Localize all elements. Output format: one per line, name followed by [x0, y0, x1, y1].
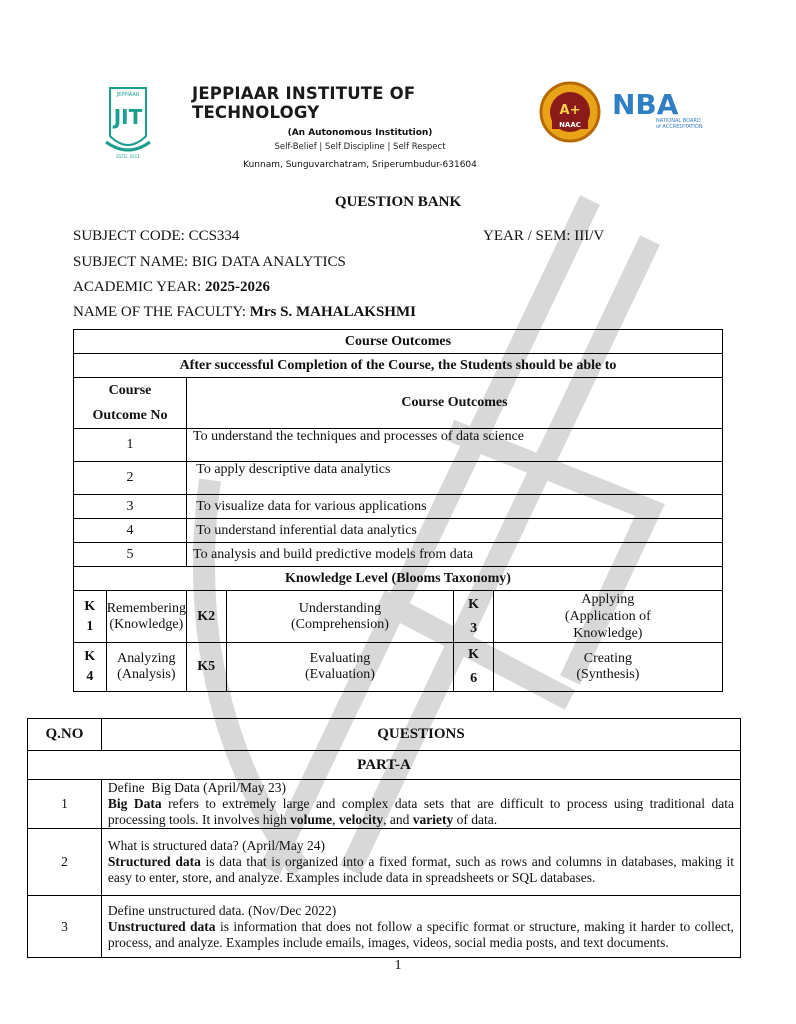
co-col-header-line1: Course	[108, 383, 152, 398]
faculty-value: Mrs S. MAHALAKSHMI	[249, 304, 416, 320]
svg-text:of ACCREDITATION: of ACCREDITATION	[656, 124, 703, 130]
co-row-text: To visualize data for various applications	[187, 495, 723, 519]
institution-motto: Self-Belief | Self Discipline | Self Respect	[274, 142, 446, 152]
naac-grade: A+	[559, 103, 581, 118]
questions-header: QUESTIONS	[101, 719, 740, 751]
co-row-text: To understand the techniques and processes of data science	[187, 429, 723, 462]
question-number: 1	[28, 780, 102, 829]
naac-badge-icon	[538, 80, 602, 144]
co-col-header-line2: Outcome No	[92, 408, 168, 423]
institution-address: Kunnam, Sunguvarchatram, Sriperumbudur-631604	[243, 160, 477, 170]
question-row	[28, 780, 741, 829]
svg-text:JEPPIAAR: JEPPIAAR	[116, 92, 140, 98]
institution-header	[180, 84, 540, 170]
question-cell	[101, 896, 740, 958]
faculty-name	[73, 304, 416, 321]
academic-year	[73, 279, 270, 296]
question-text: What is structured data? (April/May 24)	[107, 838, 325, 853]
question-row	[28, 896, 741, 958]
question-cell	[101, 829, 740, 896]
question-number: 2	[28, 829, 102, 896]
page-number: 1	[394, 958, 402, 973]
nba-label: NBA	[612, 88, 679, 121]
k-code: K 1	[74, 591, 107, 643]
co-row	[74, 462, 723, 495]
institution-name: JEPPIAAR INSTITUTE OF TECHNOLOGY	[192, 84, 416, 122]
knowledge-row	[74, 591, 723, 643]
co-row-text: To understand inferential data analytics	[187, 519, 723, 543]
k-code: K 3	[454, 591, 493, 643]
institution-subtitle: (An Autonomous Institution)	[287, 128, 433, 138]
nba-logo-icon	[610, 86, 703, 142]
question-text: Define Big Data (April/May 23)	[107, 780, 286, 795]
question-text: Define unstructured data. (Nov/Dec 2022)	[107, 902, 337, 918]
questions-table	[27, 718, 741, 958]
k-name: Remembering (Knowledge)	[106, 591, 186, 643]
k-code: K 6	[454, 643, 493, 692]
part-heading: PART-A	[28, 751, 741, 780]
course-outcomes-table	[73, 329, 723, 692]
co-row	[74, 429, 723, 462]
k-name: Analyzing (Analysis)	[106, 643, 186, 692]
knowledge-level-title: Knowledge Level (Blooms Taxonomy)	[74, 567, 723, 591]
co-title: Course Outcomes	[74, 330, 723, 354]
co-row-text: To analysis and build predictive models from data	[187, 543, 723, 567]
co-row-no: 2	[74, 462, 187, 495]
co-intro: After successful Completion of the Course, the Students should be able to	[74, 354, 723, 378]
subject-code: SUBJECT CODE: CCS334	[73, 228, 240, 244]
co-row-text: To apply descriptive data analytics	[187, 462, 723, 495]
institution-logo	[100, 82, 156, 162]
co-row-no: 4	[74, 519, 187, 543]
naac-label: NAAC	[559, 121, 581, 129]
faculty-label: NAME OF THE FACULTY:	[73, 304, 250, 320]
svg-text:NATIONAL BOARD: NATIONAL BOARD	[656, 118, 701, 124]
k-name: Creating (Synthesis)	[493, 643, 722, 692]
k-name: Evaluating (Evaluation)	[226, 643, 454, 692]
co-row	[74, 495, 723, 519]
k-name: Understanding (Comprehension)	[226, 591, 454, 643]
co-row	[74, 519, 723, 543]
co-row-no: 5	[74, 543, 187, 567]
co-col-header-no	[74, 378, 187, 429]
answer-text: Structured data is data that is organized into a fixed format, such as rows and columns in databases, making it easy to enter, store, and analyze. Examples include data in spreadsheets or SQL databases.	[107, 854, 734, 885]
k-code: K 4	[74, 643, 107, 692]
answer-text: Unstructured data is information that does not follow a specific format or structure, making it harder to collect, process, and analyze. Examples include emails, images, videos, social media posts, and text documents.	[107, 918, 734, 950]
question-row	[28, 829, 741, 896]
academic-year-label: ACADEMIC YEAR:	[73, 279, 205, 295]
academic-year-value: 2025-2026	[204, 279, 270, 295]
co-col-header-outcomes: Course Outcomes	[187, 378, 723, 429]
svg-text:ESTD. 2011: ESTD. 2011	[116, 154, 140, 159]
k-name: Applying (Application of Knowledge)	[493, 591, 722, 643]
subject-name: SUBJECT NAME: BIG DATA ANALYTICS	[73, 254, 346, 270]
k-code: K5	[187, 643, 227, 692]
svg-text:JIT: JIT	[113, 105, 143, 129]
answer-text: Big Data refers to extremely large and complex data sets that are difficult to process using traditional data processing tools. It involves high volume, velocity, and variety of data.	[107, 796, 735, 827]
question-number: 3	[28, 896, 102, 958]
k-code: K2	[187, 591, 227, 643]
document-title: QUESTION BANK	[334, 194, 462, 210]
co-row	[74, 543, 723, 567]
question-cell	[101, 780, 740, 829]
co-row-no: 1	[74, 429, 187, 462]
qno-header: Q.NO	[28, 719, 102, 751]
year-sem: YEAR / SEM: III/V	[483, 228, 605, 244]
knowledge-row	[74, 643, 723, 692]
co-row-no: 3	[74, 495, 187, 519]
